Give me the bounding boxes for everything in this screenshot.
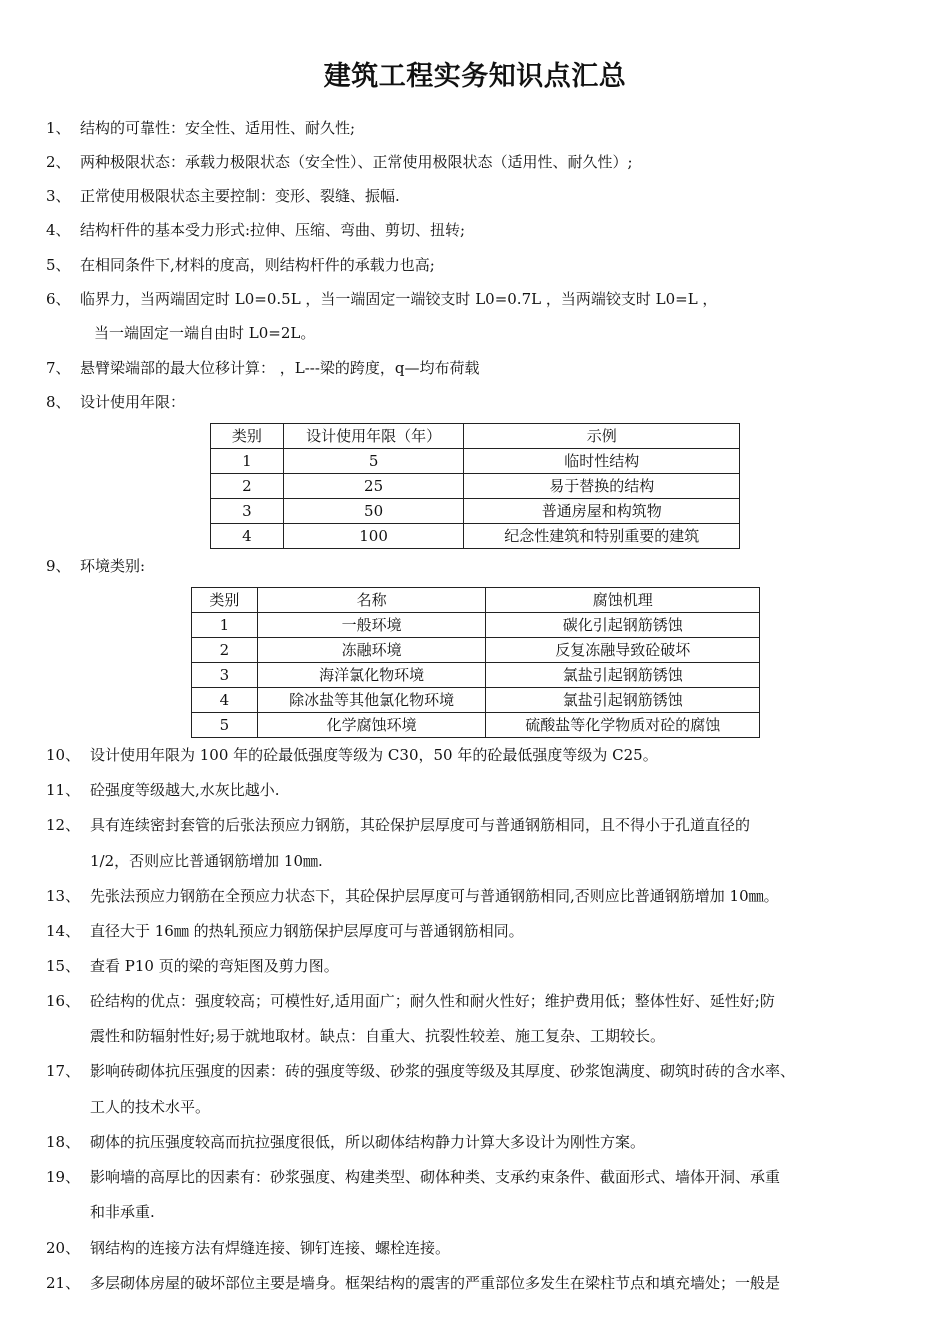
environment-category-table [191, 587, 760, 738]
item-text: 影响墙的高厚比的因素有：砂浆强度、构建类型、砌体种类、支承约束条件、截面形式、墙体开洞、承重 [90, 1168, 781, 1186]
item-text: 先张法预应力钢筋在全预应力状态下，其砼保护层厚度可与普通钢筋相同,否则应比普通钢筋增加 10㎜。 [90, 887, 779, 905]
table-header-cell: 名称 [257, 588, 486, 613]
table-header-cell: 类别 [211, 424, 284, 449]
item-text: 临界力，当两端固定时 L0=0.5L ，当一端固定一端铰支时 L0=0.7L ，当两端铰支时 L0=L ， [80, 290, 718, 308]
item-number: 1、 [46, 119, 71, 137]
item-text: 查看 P10 页的梁的弯矩图及剪力图。 [90, 957, 339, 975]
table-cell: 纪念性建筑和特别重要的建筑 [464, 524, 740, 549]
item-number: 8、 [46, 393, 71, 411]
item-number: 15、 [46, 957, 81, 975]
table-cell: 海洋氯化物环境 [257, 663, 486, 688]
table-cell: 临时性结构 [464, 449, 740, 474]
table-cell: 50 [283, 499, 464, 524]
item-text: 砼强度等级越大,水灰比越小. [90, 781, 280, 799]
table-row [192, 663, 760, 688]
item-text: 影响砖砌体抗压强度的因素：砖的强度等级、砂浆的强度等级及其厚度、砂浆饱满度、砌筑时砖的含水率、 [90, 1062, 796, 1080]
table-cell: 3 [192, 663, 258, 688]
table-cell: 冻融环境 [257, 638, 486, 663]
item-continuation: 工人的技术水平。 [90, 1098, 211, 1116]
table-cell: 化学腐蚀环境 [257, 713, 486, 738]
item-number: 5、 [46, 256, 71, 274]
table-row [211, 524, 740, 549]
item-text: 结构杆件的基本受力形式:拉伸、压缩、弯曲、剪切、扭转; [80, 221, 466, 239]
item-continuation: 当一端固定一端自由时 L0=2L。 [94, 324, 316, 342]
item-text: 结构的可靠性：安全性、适用性、耐久性; [80, 119, 356, 137]
table-row [192, 713, 760, 738]
table-cell: 碳化引起钢筋锈蚀 [486, 613, 760, 638]
table-cell: 氯盐引起钢筋锈蚀 [486, 688, 760, 713]
item-number: 21、 [46, 1274, 81, 1292]
item-number: 13、 [46, 887, 81, 905]
table-cell: 25 [283, 474, 464, 499]
item-number: 16、 [46, 992, 81, 1010]
item-number: 3、 [46, 187, 71, 205]
item-text: 悬臂梁端部的最大位移计算： ，L---梁的跨度，q—均布荷载 [80, 359, 480, 377]
item-number: 12、 [46, 816, 81, 834]
table-row [192, 613, 760, 638]
item-text: 两种极限状态：承载力极限状态（安全性）、正常使用极限状态（适用性、耐久性）; [80, 153, 633, 171]
item-number: 9、 [46, 557, 71, 575]
item-number: 19、 [46, 1168, 81, 1186]
item-number: 14、 [46, 922, 81, 940]
item-text: 在相同条件下,材料的度高，则结构杆件的承载力也高; [80, 256, 435, 274]
item-text: 多层砌体房屋的破坏部位主要是墙身。框架结构的震害的严重部位多发生在梁柱节点和填充墙处；一般是 [90, 1274, 781, 1292]
table-cell: 1 [211, 449, 284, 474]
table-cell: 4 [211, 524, 284, 549]
item-text: 设计使用年限： [80, 393, 186, 411]
table-cell: 反复冻融导致砼破坏 [486, 638, 760, 663]
table-cell: 1 [192, 613, 258, 638]
table-cell: 5 [192, 713, 258, 738]
table-row [192, 688, 760, 713]
item-continuation: 1/2，否则应比普通钢筋增加 10㎜. [90, 852, 323, 870]
table-row [211, 499, 740, 524]
table-row [192, 638, 760, 663]
table-header-row [192, 588, 760, 613]
table-cell: 氯盐引起钢筋锈蚀 [486, 663, 760, 688]
table-cell: 硫酸盐等化学物质对砼的腐蚀 [486, 713, 760, 738]
table-cell: 普通房屋和构筑物 [464, 499, 740, 524]
table-row [211, 474, 740, 499]
item-text: 具有连续密封套管的后张法预应力钢筋，其砼保护层厚度可与普通钢筋相同，且不得小于孔道直径的 [90, 816, 751, 834]
item-number: 7、 [46, 359, 71, 377]
table-cell: 易于替换的结构 [464, 474, 740, 499]
item-continuation: 和非承重. [90, 1203, 155, 1221]
item-number: 18、 [46, 1133, 81, 1151]
table-cell: 2 [192, 638, 258, 663]
item-text: 直径大于 16㎜ 的热轧预应力钢筋保护层厚度可与普通钢筋相同。 [90, 922, 524, 940]
table-cell: 3 [211, 499, 284, 524]
table-header-cell: 腐蚀机理 [486, 588, 760, 613]
document-title: 建筑工程实务知识点汇总 [323, 61, 627, 92]
item-number: 20、 [46, 1239, 81, 1257]
item-number: 11、 [46, 781, 81, 799]
table-cell: 2 [211, 474, 284, 499]
table-header-cell: 示例 [464, 424, 740, 449]
item-number: 2、 [46, 153, 71, 171]
table-cell: 100 [283, 524, 464, 549]
item-text: 环境类别: [80, 557, 146, 575]
table-header-cell: 设计使用年限（年） [283, 424, 464, 449]
table-cell: 4 [192, 688, 258, 713]
table-cell: 5 [283, 449, 464, 474]
table-header-cell: 类别 [192, 588, 258, 613]
table-cell: 除冰盐等其他氯化物环境 [257, 688, 486, 713]
item-number: 6、 [46, 290, 71, 308]
item-text: 砌体的抗压强度较高而抗拉强度很低，所以砌体结构静力计算大多设计为刚性方案。 [90, 1133, 646, 1151]
item-number: 10、 [46, 746, 81, 764]
item-text: 设计使用年限为 100 年的砼最低强度等级为 C30，50 年的砼最低强度等级为 C25。 [90, 746, 658, 764]
item-text: 正常使用极限状态主要控制：变形、裂缝、振幅. [80, 187, 400, 205]
item-number: 17、 [46, 1062, 81, 1080]
item-number: 4、 [46, 221, 71, 239]
service-life-table [210, 423, 740, 549]
item-text: 砼结构的优点：强度较高；可模性好,适用面广；耐久性和耐火性好；维护费用低；整体性好、延性好;防 [90, 992, 775, 1010]
table-header-row [211, 424, 740, 449]
table-row [211, 449, 740, 474]
item-text: 钢结构的连接方法有焊缝连接、铆钉连接、螺栓连接。 [90, 1239, 451, 1257]
item-continuation: 震性和防辐射性好;易于就地取材。缺点：自重大、抗裂性较差、施工复杂、工期较长。 [90, 1027, 666, 1045]
table-cell: 一般环境 [257, 613, 486, 638]
